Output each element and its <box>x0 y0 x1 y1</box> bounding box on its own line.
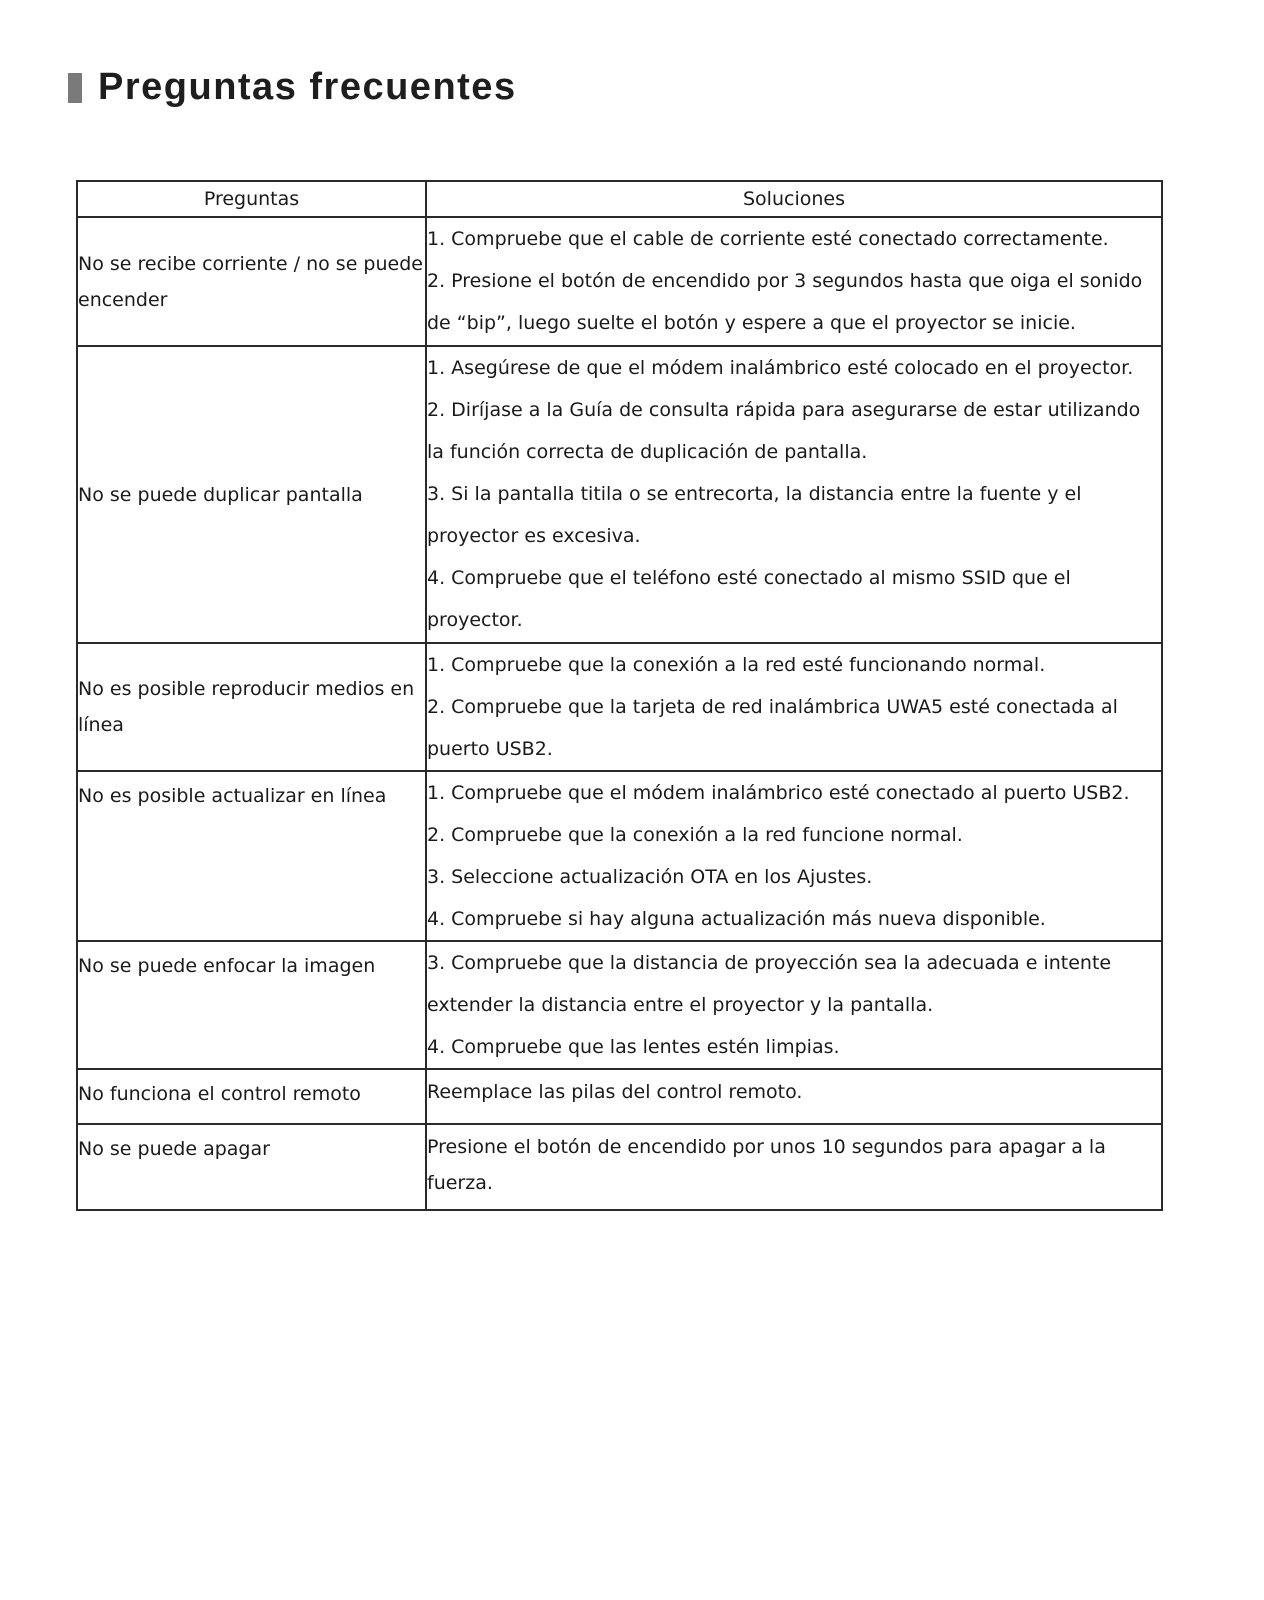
faq-table <box>76 180 1163 1211</box>
solution-line: Presione el botón de encendido por unos 10 segundos para apagar a la fuerza. <box>427 1136 1106 1194</box>
solution-cell <box>426 1124 1162 1210</box>
solution-line-continued: de “bip”, luego suelte el botón y espere a que el proyector se inicie. <box>427 312 1076 334</box>
solution-line-continued: extender la distancia entre el proyector y la pantalla. <box>427 994 934 1016</box>
solution-cell <box>426 643 1162 771</box>
question-cell: No se puede enfocar la imagen <box>77 941 426 1069</box>
solution-cell <box>426 941 1162 1069</box>
solution-line: Reemplace las pilas del control remoto. <box>427 1081 803 1103</box>
solution-line: 2. Compruebe que la conexión a la red funcione normal. <box>427 824 963 846</box>
solution-line: 4. Compruebe que el teléfono esté conectado al mismo SSID que el <box>427 567 1071 589</box>
solution-line: 3. Seleccione actualización OTA en los Ajustes. <box>427 866 873 888</box>
solution-cell <box>426 1069 1162 1124</box>
solution-line: 4. Compruebe si hay alguna actualización más nueva disponible. <box>427 908 1046 930</box>
table-row <box>77 217 1162 346</box>
table-row <box>77 771 1162 941</box>
solution-line: 1. Compruebe que el módem inalámbrico esté conectado al puerto USB2. <box>427 782 1130 804</box>
solution-line: 2. Compruebe que la tarjeta de red inalámbrica UWA5 esté conectada al <box>427 696 1118 718</box>
solution-line-continued: proyector es excesiva. <box>427 525 641 547</box>
solution-cell <box>426 346 1162 643</box>
solution-line: 3. Compruebe que la distancia de proyección sea la adecuada e intente <box>427 952 1112 974</box>
solution-cell <box>426 217 1162 346</box>
question-cell: No funciona el control remoto <box>77 1069 426 1124</box>
column-header-questions: Preguntas <box>77 181 426 217</box>
heading-bar-marker <box>68 73 82 103</box>
table-row <box>77 643 1162 771</box>
solution-line: 4. Compruebe que las lentes estén limpias. <box>427 1036 840 1058</box>
solution-line-continued: puerto USB2. <box>427 738 553 760</box>
table-row <box>77 941 1162 1069</box>
solution-line: 2. Presione el botón de encendido por 3 segundos hasta que oiga el sonido <box>427 270 1143 292</box>
table-header-row <box>77 181 1162 217</box>
solution-line: 2. Diríjase a la Guía de consulta rápida para asegurarse de estar utilizando <box>427 399 1141 421</box>
table-row <box>77 1124 1162 1210</box>
table-row <box>77 346 1162 643</box>
table-row <box>77 1069 1162 1124</box>
solution-line: 1. Compruebe que la conexión a la red esté funcionando normal. <box>427 654 1046 676</box>
question-cell: No se puede apagar <box>77 1124 426 1210</box>
solution-cell <box>426 771 1162 941</box>
solution-line: 1. Asegúrese de que el módem inalámbrico esté colocado en el proyector. <box>427 357 1134 379</box>
question-cell: No se recibe corriente / no se puede encender <box>77 217 426 346</box>
page-heading <box>68 66 517 109</box>
question-cell: No es posible reproducir medios en línea <box>77 643 426 771</box>
question-cell: No es posible actualizar en línea <box>77 771 426 941</box>
question-cell: No se puede duplicar pantalla <box>77 346 426 643</box>
solution-line-continued: la función correcta de duplicación de pantalla. <box>427 441 868 463</box>
column-header-solutions: Soluciones <box>426 181 1162 217</box>
solution-line: 3. Si la pantalla titila o se entrecorta, la distancia entre la fuente y el <box>427 483 1082 505</box>
solution-line-continued: proyector. <box>427 609 523 631</box>
solution-line: 1. Compruebe que el cable de corriente esté conectado correctamente. <box>427 228 1109 250</box>
page-title: Preguntas frecuentes <box>98 66 517 108</box>
